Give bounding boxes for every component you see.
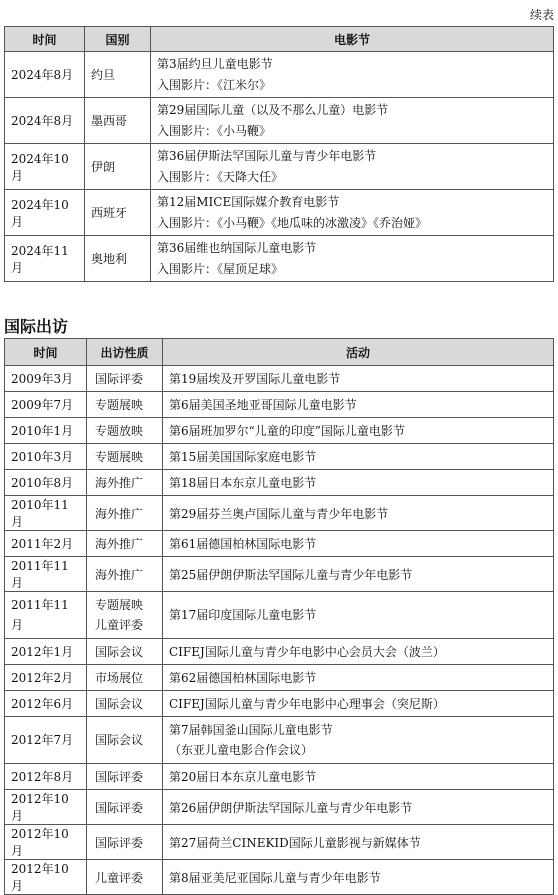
table-header-row (5, 339, 554, 366)
cell-type: 海外推广 (87, 470, 163, 496)
table-row (5, 470, 554, 496)
cell-type: 专题放映 (87, 418, 163, 444)
festival-films: 入围影片：《天降大任》 (157, 169, 284, 184)
festival-name: 第36届维也纳国际儿童电影节 (157, 240, 317, 255)
cell-type: 国际评委 (87, 790, 163, 825)
continued-label: 续表 (529, 8, 554, 22)
table-row (5, 639, 554, 665)
cell-type: 市场展位 (87, 665, 163, 691)
table-row (5, 717, 554, 764)
cell-time: 2010年1月 (5, 418, 87, 444)
cell-activity: 第26届伊朗伊斯法罕国际儿童与青少年电影节 (163, 790, 554, 825)
visits-table (4, 338, 554, 895)
cell-country: 伊朗 (85, 144, 151, 190)
festival-name: 第36届伊斯法罕国际儿童与青少年电影节 (157, 148, 377, 163)
festival-name: 第29届国际儿童（以及不那么儿童）电影节 (157, 102, 389, 117)
cell-type: 儿童评委 (87, 860, 163, 895)
table-row (5, 691, 554, 717)
cell-festival (151, 190, 554, 236)
cell-country: 西班牙 (85, 190, 151, 236)
cell-country: 约旦 (85, 52, 151, 98)
table-header-row (5, 27, 554, 52)
cell-festival (151, 236, 554, 282)
table-row (5, 531, 554, 557)
festival-table (4, 26, 554, 282)
table-row (5, 98, 554, 144)
cell-country: 奥地利 (85, 236, 151, 282)
festival-films: 入围影片：《小马鞭》 (157, 123, 272, 138)
cell-activity: 第18届日本东京儿童电影节 (163, 470, 554, 496)
cell-time: 2012年2月 (5, 665, 87, 691)
header-type: 出访性质 (87, 339, 163, 366)
cell-time: 2012年10月 (5, 825, 87, 860)
table-row (5, 557, 554, 592)
table-row (5, 825, 554, 860)
cell-country: 墨西哥 (85, 98, 151, 144)
cell-type: 国际评委 (87, 825, 163, 860)
cell-time: 2024年10月 (5, 190, 85, 236)
cell-time: 2010年11月 (5, 496, 87, 531)
festival-films: 入围影片：《小马鞭》《地瓜味的冰激凌》《乔治娅》 (157, 215, 428, 230)
header-activity: 活动 (163, 339, 554, 366)
cell-type: 国际评委 (87, 366, 163, 392)
header-time: 时间 (5, 27, 85, 52)
cell-type: 海外推广 (87, 531, 163, 557)
cell-time: 2012年7月 (5, 717, 87, 764)
table-row (5, 790, 554, 825)
cell-festival (151, 98, 554, 144)
cell-activity: 第8届亚美尼亚国际儿童与青少年电影节 (163, 860, 554, 895)
cell-type: 国际评委 (87, 764, 163, 790)
festival-films: 入围影片：《江米尔》 (157, 77, 272, 92)
cell-type: 国际会议 (87, 717, 163, 764)
table-row (5, 860, 554, 895)
cell-time: 2024年8月 (5, 52, 85, 98)
cell-time: 2009年7月 (5, 392, 87, 418)
table-row (5, 190, 554, 236)
cell-type: 专题展映 (87, 392, 163, 418)
table-row (5, 144, 554, 190)
table-row (5, 366, 554, 392)
activity-line-2: （东亚儿童电影合作会议） (169, 743, 314, 757)
cell-activity: 第19届埃及开罗国际儿童电影节 (163, 366, 554, 392)
header-country: 国别 (85, 27, 151, 52)
table-row (5, 418, 554, 444)
cell-activity: 第15届美国国际家庭电影节 (163, 444, 554, 470)
cell-activity: 第61届德国柏林国际电影节 (163, 531, 554, 557)
cell-festival (151, 52, 554, 98)
cell-time: 2024年11月 (5, 236, 85, 282)
cell-activity: 第29届芬兰奥卢国际儿童与青少年电影节 (163, 496, 554, 531)
cell-time: 2011年11月 (5, 557, 87, 592)
type-line-1: 专题展映 (95, 598, 144, 612)
cell-type: 专题展映 (87, 444, 163, 470)
cell-time: 2010年3月 (5, 444, 87, 470)
cell-time: 2012年8月 (5, 764, 87, 790)
cell-activity (163, 717, 554, 764)
cell-time: 2012年6月 (5, 691, 87, 717)
cell-time: 2024年10月 (5, 144, 85, 190)
cell-activity: 第6届班加罗尔“儿童的印度”国际儿童电影节 (163, 418, 554, 444)
cell-activity: CIFEJ国际儿童与青少年电影中心会员大会（波兰） (163, 639, 554, 665)
header-time: 时间 (5, 339, 87, 366)
cell-activity: 第27届荷兰CINEKID国际儿童影视与新媒体节 (163, 825, 554, 860)
cell-time: 2012年1月 (5, 639, 87, 665)
table-row (5, 392, 554, 418)
cell-type: 海外推广 (87, 557, 163, 592)
festival-films: 入围影片：《屋顶足球》 (157, 261, 284, 276)
cell-activity: 第20届日本东京儿童电影节 (163, 764, 554, 790)
cell-time: 2011年11月 (5, 592, 87, 639)
cell-activity: 第25届伊朗伊斯法罕国际儿童与青少年电影节 (163, 557, 554, 592)
festival-name: 第3届约旦儿童电影节 (157, 56, 273, 71)
cell-activity: 第6届美国圣地亚哥国际儿童电影节 (163, 392, 554, 418)
header-festival: 电影节 (151, 27, 554, 52)
cell-type (87, 592, 163, 639)
cell-festival (151, 144, 554, 190)
cell-type: 国际会议 (87, 639, 163, 665)
table-row (5, 764, 554, 790)
table-row (5, 236, 554, 282)
cell-time: 2010年8月 (5, 470, 87, 496)
cell-time: 2011年2月 (5, 531, 87, 557)
table-row (5, 52, 554, 98)
cell-time: 2024年8月 (5, 98, 85, 144)
table-row (5, 496, 554, 531)
type-line-2: 儿童评委 (95, 618, 144, 632)
table-row (5, 592, 554, 639)
table-row (5, 444, 554, 470)
cell-activity: 第62届德国柏林国际电影节 (163, 665, 554, 691)
festival-name: 第12届MICE国际媒介教育电影节 (157, 194, 340, 209)
cell-type: 国际会议 (87, 691, 163, 717)
cell-activity: CIFEJ国际儿童与青少年电影中心理事会（突尼斯） (163, 691, 554, 717)
table-row (5, 665, 554, 691)
cell-type: 海外推广 (87, 496, 163, 531)
section-title: 国际出访 (4, 317, 69, 336)
cell-time: 2012年10月 (5, 860, 87, 895)
cell-time: 2012年10月 (5, 790, 87, 825)
activity-line-1: 第7届韩国釜山国际儿童电影节 (169, 723, 333, 737)
cell-activity: 第17届印度国际儿童电影节 (163, 592, 554, 639)
cell-time: 2009年3月 (5, 366, 87, 392)
